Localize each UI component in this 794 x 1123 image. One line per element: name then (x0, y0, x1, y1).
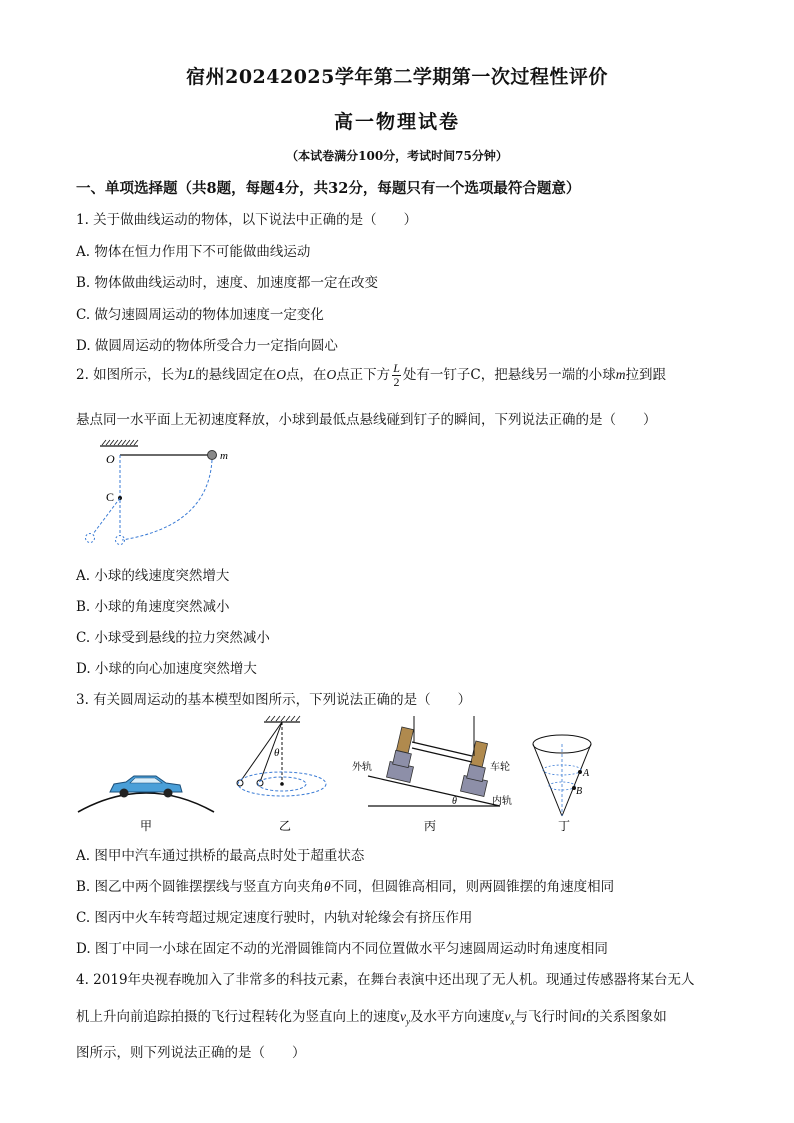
q4-line2-d: 的关系图象如 (585, 1009, 667, 1025)
q3-stem: 3. 有关圆周运动的基本模型如图所示，下列说法正确的是（ ） (76, 692, 472, 708)
fig-ding (533, 735, 591, 833)
q3-option-b-a: B. 图乙中两个圆锥摆摆线与竖直方向夹角 (76, 879, 325, 895)
exam-title: 宿州20242025学年第二学期第一次过程性评价 (186, 66, 608, 88)
ball-m (208, 451, 217, 460)
q2-stem-d: 点正下方 (336, 367, 391, 383)
q2-option-d: D. 小球的向心加速度突然增大 (76, 661, 257, 677)
section-heading: 一、单项选择题（共8题，每题4分，共32分，每题只有一个选项最符合题意） (76, 180, 581, 197)
cone-left (533, 744, 562, 816)
ceiling-hatch (102, 440, 138, 445)
point-A (578, 770, 582, 774)
label-O: O (106, 452, 115, 466)
cone-right (562, 744, 591, 816)
q4-var-vx-sub: x (510, 1016, 515, 1027)
q1-option-b: B. 物体做曲线运动时，速度、加速度都一定在改变 (76, 275, 379, 291)
q2-var-L: L (187, 367, 196, 382)
label-B: B (576, 786, 583, 797)
axle-bottom (412, 748, 472, 762)
label-C: C (106, 490, 115, 504)
q4-var-t: t (582, 1009, 586, 1024)
q2-stem-line2: 悬点同一水平面上无初速度释放，小球到最低点悬线碰到钉子的瞬间，下列说法正确的是（ ） (76, 412, 657, 428)
q4-line2 (76, 1005, 667, 1027)
q1-option-a: A. 物体在恒力作用下不可能做曲线运动 (76, 244, 311, 260)
q2-fraction (392, 362, 401, 389)
car-icon (110, 776, 182, 798)
q3-option-c: C. 图丙中火车转弯超过规定速度行驶时，内轨对轮缘会有挤压作用 (76, 910, 473, 926)
label-bing: 丙 (424, 819, 437, 833)
q3-figures (72, 712, 612, 838)
exam-subtitle: 高一物理试卷 (333, 111, 460, 133)
exam-note: （本试卷满分100分，考试时间75分钟） (286, 149, 508, 163)
q4-var-vx: v (504, 1009, 511, 1024)
q2-stem-f: 拉到跟 (625, 367, 666, 383)
q2-var-m: m (615, 367, 626, 382)
outer-flange (396, 727, 413, 753)
yi-hatch (266, 716, 300, 721)
q2-option-b: B. 小球的角速度突然减小 (76, 599, 230, 615)
label-A: A (583, 768, 590, 779)
q3-option-b-b: 不同，但圆锥高相同，则两圆锥摆的角速度相同 (330, 879, 615, 895)
q2-pendulum-figure (80, 436, 240, 551)
q3-option-b (76, 875, 614, 895)
q4-var-vy-sub: y (406, 1016, 410, 1027)
q2-stem-e: 处有一钉子C，把悬线另一端的小球 (402, 367, 616, 383)
label-wheel: 车轮 (490, 762, 510, 773)
q4-line2-a: 机上升向前追踪拍摄的飞行过程转化为竖直向上的速度 (76, 1009, 400, 1025)
label-bing-theta: θ (452, 796, 457, 807)
q2-var-O2: O (326, 367, 337, 382)
fig-bing (352, 716, 512, 833)
q2-stem-a: 2. 如图所示，长为 (76, 367, 188, 383)
axle-top (412, 742, 472, 756)
q1-option-c: C. 做匀速圆周运动的物体加速度一定变化 (76, 307, 324, 323)
label-yi-theta: θ (274, 747, 280, 759)
q2-var-O1: O (276, 367, 286, 382)
q3-option-a: A. 图甲中汽车通过拱桥的最高点时处于超重状态 (76, 848, 365, 864)
q2-stem-c: 点，在 (285, 367, 327, 383)
q4-line3: 图所示，则下列说法正确的是（ ） (76, 1045, 306, 1061)
q2-stem-b: 的悬线固定在 (195, 367, 277, 383)
q1-option-d: D. 做圆周运动的物体所受合力一定指向圆心 (76, 338, 338, 354)
q3-option-d: D. 图丁中同一小球在固定不动的光滑圆锥筒内不同位置做水平匀速圆周运动时角速度相同 (76, 941, 608, 957)
q4-var-vy: v (400, 1009, 406, 1024)
q2-option-c: C. 小球受到悬线的拉力突然减小 (76, 630, 270, 646)
label-inner-rail: 内轨 (492, 796, 512, 807)
q4-line2-b: 及水平方向速度 (410, 1009, 505, 1025)
fig-yi (237, 716, 326, 833)
q2-stem (76, 362, 666, 389)
q2-frac-den: 2 (393, 375, 400, 389)
label-jia: 甲 (140, 819, 153, 833)
yi-center (280, 782, 284, 786)
inner-flange (470, 741, 487, 767)
q4-line2-c: 与飞行时间 (514, 1009, 582, 1025)
q2-frac-num: L (393, 361, 400, 375)
arch-bridge (78, 793, 214, 812)
q2-option-a: A. 小球的线速度突然增大 (76, 568, 230, 584)
q4-line1: 4. 2019年央视春晚加入了非常多的科技元素，在舞台表演中还出现了无人机。现通过传感器将某台无人 (76, 972, 695, 988)
label-yi: 乙 (279, 819, 292, 833)
ball-swing (86, 534, 95, 543)
arc-path (122, 460, 212, 540)
label-outer-rail: 外轨 (352, 762, 372, 773)
q1-stem: 1. 关于做曲线运动的物体，以下说法中正确的是（ ） (76, 212, 418, 228)
q3-option-b-theta: θ (324, 879, 331, 894)
fig-jia (78, 776, 214, 833)
label-ding: 丁 (558, 819, 571, 833)
label-m: m (220, 450, 228, 462)
